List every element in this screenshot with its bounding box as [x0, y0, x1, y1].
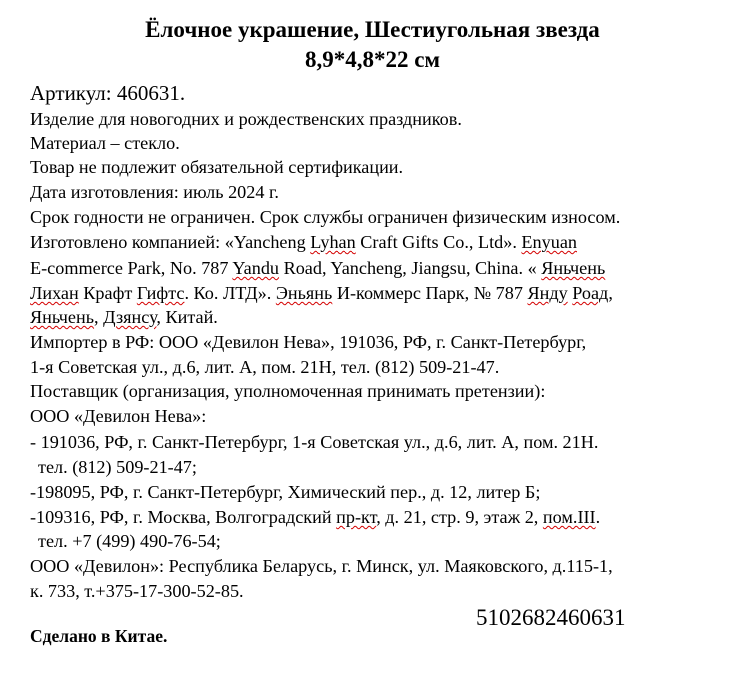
supplier-phone-3: тел. +7 (499) 490-76-54; [38, 531, 221, 551]
spellcheck-word: Гифтс [136, 283, 185, 303]
importer-line-1: Импортер в РФ: ООО «Девилон Нева», 191036, РФ, г. Санкт-Петербург, [30, 332, 587, 352]
text-segment: Road, Yancheng, Jiangsu, China. « [279, 258, 542, 278]
article-number: Артикул: 460631. [30, 81, 186, 105]
manufacturer-line-2 [30, 257, 605, 279]
product-title: Ёлочное украшение, Шестиугольная звезда [145, 17, 600, 42]
importer-line-2: 1-я Советская ул., д.6, лит. А, пом. 21Н, тел. (812) 509-21-47. [30, 357, 500, 377]
text-segment: E-commerce Park, No. 787 [30, 258, 233, 278]
spellcheck-word: Эньянь [275, 283, 333, 303]
spellcheck-word: Дзянсу [103, 307, 157, 327]
text-segment: , [94, 307, 104, 327]
purpose-line: Изделие для новогодних и рождественских праздников. [30, 109, 462, 129]
barcode-number: 5102682460631 [476, 605, 626, 630]
text-segment: . Ко. ЛТД». [184, 283, 276, 303]
spellcheck-word: Enyuan [521, 232, 577, 252]
text-segment: -109316, РФ, г. Москва, Волгоградский [30, 507, 337, 527]
text-segment: И-коммерс Парк, № 787 [332, 283, 528, 303]
supplier-address-3 [30, 506, 600, 528]
spellcheck-word: Яньчень [30, 307, 95, 327]
spellcheck-word: Роад [572, 283, 609, 303]
country-of-origin: Сделано в Китае. [30, 626, 168, 646]
manufacturer-line-4 [30, 306, 218, 328]
spellcheck-word: Lyhan [310, 232, 356, 252]
text-segment: , Китай. [156, 307, 218, 327]
material-line: Материал – стекло. [30, 133, 180, 153]
supplier-address-2: -198095, РФ, г. Санкт-Петербург, Химический пер., д. 12, литер Б; [30, 482, 541, 502]
text-segment: Изготовлено компанией: «Yancheng [30, 232, 311, 252]
text-segment: . [595, 507, 601, 527]
spellcheck-word: Яньчень [541, 258, 606, 278]
supplier-company: ООО «Девилон Нева»: [30, 406, 207, 426]
belarus-supplier-line-2: к. 733, т.+375-17-300-52-85. [30, 581, 244, 601]
text-segment: Craft Gifts Co., Ltd». [355, 232, 522, 252]
spellcheck-word: Янду [527, 283, 568, 303]
supplier-address-1: - 191036, РФ, г. Санкт-Петербург, 1-я Советская ул., д.6, лит. А, пом. 21Н. [30, 432, 599, 452]
manufacturer-line-1 [30, 231, 577, 253]
text-segment: Крафт [78, 283, 137, 303]
belarus-supplier-line-1: ООО «Девилон»: Республика Беларусь, г. Минск, ул. Маяковского, д.115-1, [30, 556, 613, 576]
supplier-phone-1: тел. (812) 509-21-47; [38, 457, 197, 477]
product-dimensions: 8,9*4,8*22 см [304, 47, 441, 72]
supplier-heading: Поставщик (организация, уполномоченная принимать претензии): [30, 381, 546, 401]
manufacturer-line-3 [30, 282, 613, 304]
spellcheck-word: Yandu [232, 258, 280, 278]
manufacture-date-line: Дата изготовления: июль 2024 г. [30, 182, 279, 202]
spellcheck-word: пр-кт [336, 507, 377, 527]
text-segment: , д. 21, стр. 9, этаж 2, [376, 507, 543, 527]
spellcheck-word: Лихан [30, 283, 79, 303]
spellcheck-word: пом.III [542, 507, 596, 527]
text-segment: , [608, 283, 613, 303]
shelf-life-line: Срок годности не ограничен. Срок службы ограничен физическим износом. [30, 207, 621, 227]
certification-line: Товар не подлежит обязательной сертификации. [30, 157, 404, 177]
